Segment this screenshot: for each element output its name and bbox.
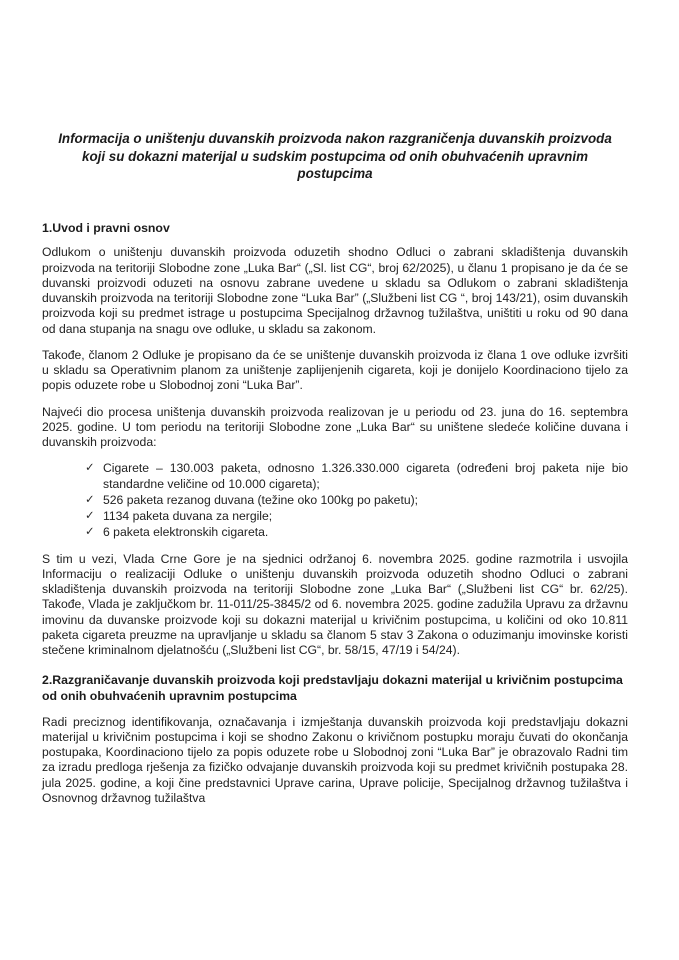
section-2-paragraph-1: Radi preciznog identifikovanja, označavanja i izmještanja duvanskih proizvoda koji predstavljaju dokazni materijal u krivičnim postupcima i koji se shodno Zakonu o krivičnom postupku moraju čuvati do okončanja postupaka, Koordinaciono tijelo za popis oduzete robe u Slobodnoj zoni “Luka Bar” je obrazovalo Radni tim za izradu predloga rješenja za fizičko odvajanje duvanskih proizvoda koji su predmet krivičnih postupaka 28. jula 2025. godine, a koji čine predstavnici Uprave carina, Uprave policije, Specijalnog državnog tužilaštva i Osnovnog državnog tužilaštva [42, 714, 628, 805]
destroyed-quantities-list [42, 461, 628, 540]
checkmark-icon: ✓ [85, 510, 95, 523]
list-item-text: 6 paketa elektronskih cigareta. [103, 525, 269, 540]
list-item [85, 461, 628, 492]
section-1-paragraph-1: Odlukom o uništenju duvanskih proizvoda oduzetih shodno Odluci o zabrani skladištenja duvanskih proizvoda na teritoriji Slobodne zone „Luka Bar“ („Sl. list CG“, broj 62/2025), u članu 1 propisano je da će se duvanski proizvodi oduzeti na osnovu zabrane uvedene u skladu sa Odlukom o zabrani skladištenja duvanskih proizvoda na teritoriji Slobodne zone “Luka Bar” („Službeni list CG “, broj 143/21), osim duvanskih proizvoda koji su predmet istrage u postupcima Specijalnog državnog tužilaštva, uništiti u roku od 90 dana od dana stupanja na snagu ove odluke, u skladu sa zakonom. [42, 245, 628, 336]
section-2-heading: 2.Razgraničavanje duvanskih proizvoda koji predstavljaju dokazni materijal u krivičnim postupcima od onih obuhvaćenih upravnim postupcima [42, 673, 623, 703]
section-1-paragraph-2: Takođe, članom 2 Odluke je propisano da će se uništenje duvanskih proizvoda iz člana 1 ove odluke izvršiti u skladu sa Operativnim planom za uništenje zaplijenjenih cigareta, koji je donijelo Koordinaciono tijelo za popis oduzete robe u Slobodnoj zoni “Luka Bar”. [42, 347, 628, 393]
section-1-heading: 1.Uvod i pravni osnov [42, 220, 170, 235]
list-item [85, 493, 628, 508]
list-item [85, 525, 628, 540]
checkmark-icon: ✓ [85, 493, 95, 506]
list-item [85, 509, 628, 524]
list-item-text: 526 paketa rezanog duvana (težine oko 100kg po paketu); [103, 492, 419, 507]
section-1-closing-paragraph: S tim u vezi, Vlada Crne Gore je na sjednici održanoj 6. novembra 2025. godine razmotrila i usvojila Informaciju o realizaciji Odluke o uništenju duvanskih proizvoda oduzetih shodno Odluci o zabrani skladištenja duvanskih proizvoda na teritoriji Slobodne zone „Luka Bar“ („Službeni list CG“ br. 62/25). Takođe, Vlada je zaključkom br. 11-011/25-3845/2 od 6. novembra 2025. godine zadužila Upravu za državnu imovinu da duvanske proizvode koji su dokazni materijal u krivičnim postupcima, u količini od oko 10.811 paketa cigareta preuzme na upravljanje u skladu sa članom 5 stav 3 Zakona o oduzimanju imovinske koristi stečene kriminalnom djelatnošću („Službeni list CG“, br. 58/15, 47/19 i 54/24). [42, 551, 628, 658]
checkmark-icon: ✓ [85, 526, 95, 539]
list-item-text: Cigarete – 130.003 paketa, odnosno 1.326.330.000 cigareta (određeni broj paketa nije bio standardne veličine od 10.000 cigareta); [103, 461, 628, 491]
list-item-text: 1134 paketa duvana za nergile; [103, 509, 273, 524]
document-title: Informacija o uništenju duvanskih proizvoda nakon razgraničenja duvanskih proizvoda koji su dokazni materijal u sudskim postupcima od onih obuhvaćenih upravnim postupcima [58, 131, 612, 182]
checkmark-icon: ✓ [85, 462, 95, 475]
section-1-paragraph-3: Najveći dio procesa uništenja duvanskih proizvoda realizovan je u periodu od 23. juna do 16. septembra 2025. godine. U tom periodu na teritoriji Slobodne zone „Luka Bar“ su uništene sledeće količine duvana i duvanskih proizvoda: [42, 404, 628, 450]
